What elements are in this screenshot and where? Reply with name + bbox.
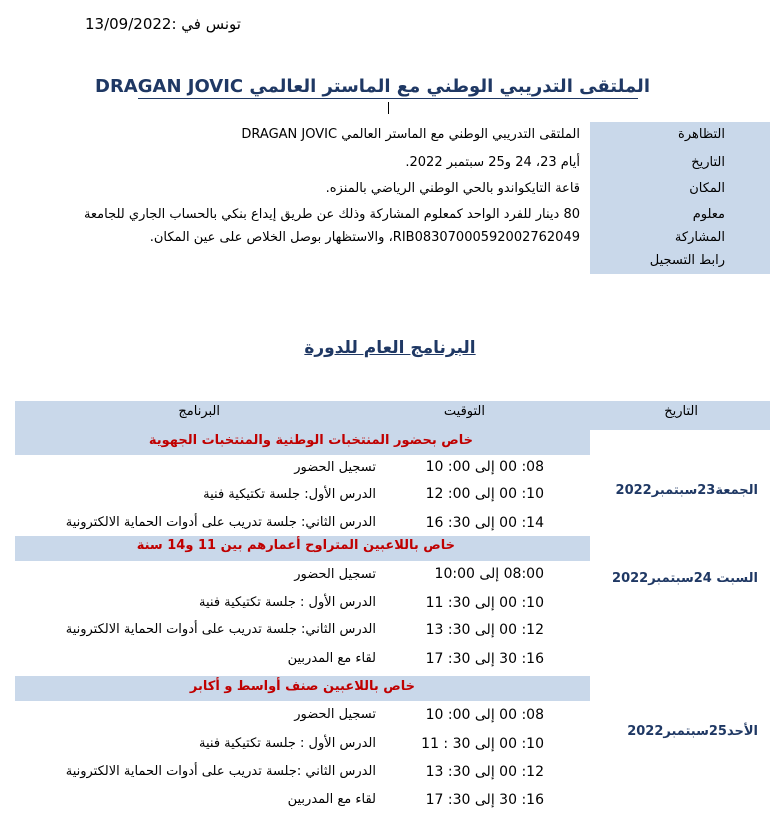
info-label-fee: معلوم [692, 207, 725, 222]
header-date: التاريخ [664, 404, 698, 419]
category-title: خاص باللاعبين المتراوح أعمارهم بين 11 و14 سنة [136, 538, 455, 553]
session-activity: الدرس الثاني: جلسة تدريب على أدوات الحماية الالكترونية [65, 622, 376, 637]
session-time: 10: 00 إلى 30: 11 [425, 595, 544, 611]
category-title: خاص باللاعبين صنف أواسط و أكابر [189, 679, 415, 694]
info-label-date: التاريخ [691, 155, 725, 170]
session-activity: لقاء مع المدربين [287, 651, 376, 666]
session-activity: لقاء مع المدربين [287, 792, 376, 807]
title-underline [138, 98, 638, 99]
info-value-date: أيام 23، 24 و25 سبتمبر 2022. [405, 155, 580, 170]
info-label-location: المكان [689, 181, 725, 196]
text-cursor [388, 102, 389, 114]
header-program: البرنامج [178, 404, 220, 419]
session-time: 10: 00 إلى 30 : 11 [421, 736, 544, 752]
day-date: الجمعة23سبتمبر2022 [615, 483, 758, 498]
session-activity: تسجيل الحضور [294, 460, 376, 475]
session-activity: الدرس الثاني :جلسة تدريب على أدوات الحماية الالكترونية [65, 764, 376, 779]
category-title: خاص بحضور المنتخبات الوطنية والمنتخبات الجهوية [148, 433, 473, 448]
info-label-event: التظاهرة [678, 127, 725, 142]
session-time: 12: 00 إلى 30: 13 [425, 622, 544, 638]
info-value-location: قاعة التايكواندو بالحي الوطني الرياضي بالمنزه. [325, 181, 580, 196]
session-time: 14: 00 إلى 30: 16 [425, 515, 544, 531]
session-time: 16: 30 إلى 30: 17 [425, 651, 544, 667]
session-time: 10: 00 إلى 00: 12 [425, 486, 544, 502]
info-label-column [590, 122, 770, 274]
session-time: 08:00 إلى 10:00 [434, 566, 544, 582]
session-activity: الدرس الأول : جلسة تكتيكية فنية [199, 595, 376, 610]
day-date: الأحد25سبتمبر2022 [627, 724, 758, 739]
page-title: الملتقى التدريبي الوطني مع الماستر العالمي DRAGAN JOVIC [95, 76, 650, 97]
info-value-event: الملتقى التدريبي الوطني مع الماستر العالمي DRAGAN JOVIC [241, 127, 580, 142]
session-time: 12: 00 إلى 30: 13 [425, 764, 544, 780]
day-date: السبت 24سبتمبر2022 [612, 571, 758, 586]
program-table-header [15, 401, 770, 430]
header-time: التوقيت [443, 404, 485, 419]
session-activity: تسجيل الحضور [294, 707, 376, 722]
info-value-fee: 80 دينار للفرد الواحد كمعلوم المشاركة وذلك عن طريق إيداع بنكي بالحساب الجاري للجامعة [83, 207, 580, 222]
session-time: 08: 00 إلى 00: 10 [425, 707, 544, 723]
session-activity: الدرس الثاني: جلسة تدريب على أدوات الحماية الالكترونية [65, 515, 376, 530]
program-title: البرنامج العام للدورة [304, 338, 476, 358]
session-time: 16: 30 إلى 30: 17 [425, 792, 544, 808]
info-label-participation: المشاركة [674, 230, 725, 245]
info-label-registration-link: رابط التسجيل [649, 253, 725, 268]
session-activity: الدرس الأول : جلسة تكتيكية فنية [199, 736, 376, 751]
session-activity: تسجيل الحضور [294, 567, 376, 582]
session-activity: الدرس الأول: جلسة تكتيكية فنية [203, 487, 376, 502]
dateline: تونس في :13/09/2022 [85, 15, 241, 33]
info-value-rib: RIB08307000592002762049، والاستظهار بوصل الخلاص على عين المكان. [149, 230, 580, 245]
session-time: 08: 00 إلى 00: 10 [425, 459, 544, 475]
